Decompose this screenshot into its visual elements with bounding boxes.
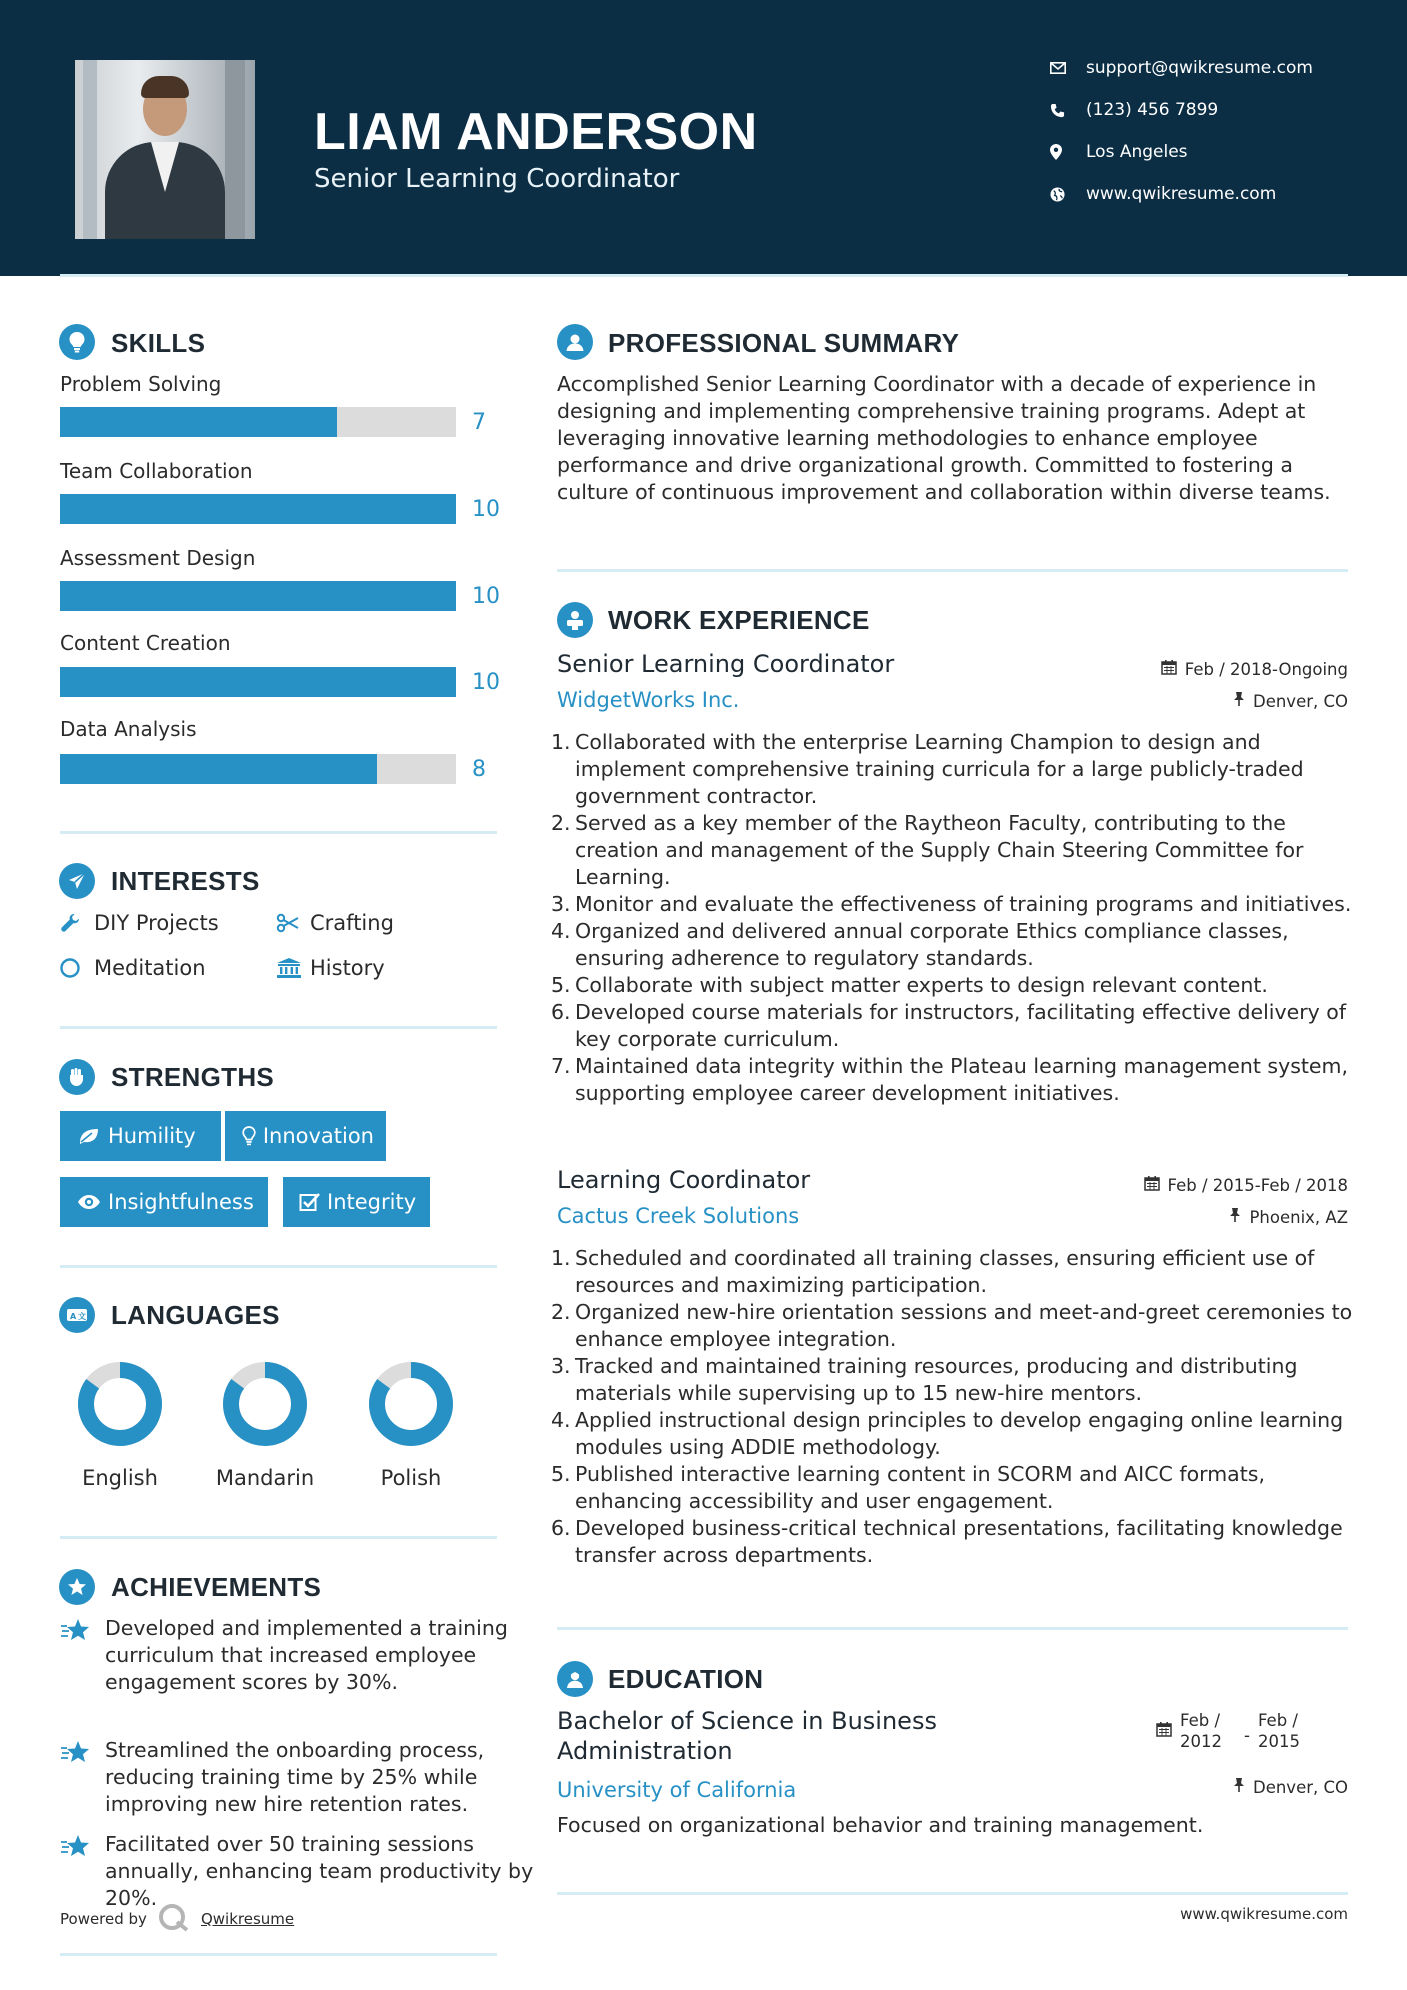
powered-by (60, 1902, 294, 1936)
section-divider (60, 1953, 497, 1956)
eye-icon (70, 1194, 108, 1210)
contact-website-text: www.qwikresume.com (1086, 184, 1277, 204)
list-item: 4. Organized and delivered annual corporate Ethics compliance classes, ensuring adherence to regulatory standards. (551, 919, 1289, 970)
languages-title: LANGUAGES (111, 1300, 280, 1330)
section-divider (557, 569, 1348, 572)
contact-location (1050, 142, 1188, 162)
achievements-title: ACHIEVEMENTS (111, 1572, 322, 1602)
briefcase-user-icon (557, 602, 593, 638)
list-item: 6. Developed course materials for instructors, facilitating effective delivery of key corporate curriculum. (551, 1000, 1347, 1051)
skill-bar (60, 667, 456, 697)
school-name: University of California (557, 1778, 797, 1802)
skill-bar-fill (60, 667, 456, 697)
calendar-icon (1156, 1721, 1172, 1742)
job-dates (1161, 659, 1348, 679)
list-item: 5. Published interactive learning content in SCORM and AICC formats, enhancing accessibility and user engagement. (551, 1462, 1265, 1513)
education-location (1233, 1777, 1348, 1797)
skill-bar-fill (60, 754, 377, 784)
header-divider (60, 274, 1348, 277)
skill-name: Content Creation (60, 631, 231, 655)
interest-item (276, 911, 394, 935)
interest-label: Meditation (94, 956, 206, 980)
job-dates-text: Feb / 2018-Ongoing (1184, 659, 1348, 679)
strength-label: Integrity (327, 1190, 417, 1214)
footer-website[interactable]: www.qwikresume.com (1180, 1905, 1348, 1923)
fist-icon (59, 1059, 95, 1095)
language-name: English (82, 1466, 158, 1490)
education-title: EDUCATION (608, 1664, 764, 1694)
job-responsibilities (551, 729, 1355, 1107)
skill-value: 8 (472, 757, 486, 782)
star-icon (60, 1617, 92, 1649)
resume-header (0, 0, 1407, 276)
lightbulb-icon (59, 324, 95, 360)
strength-chip (60, 1111, 221, 1161)
calendar-icon (1161, 659, 1177, 679)
graduate-icon (557, 1661, 593, 1697)
skill-value: 10 (472, 497, 500, 522)
skill-name: Assessment Design (60, 546, 256, 570)
section-divider (60, 1026, 497, 1029)
language-name: Polish (380, 1466, 442, 1490)
skill-name: Problem Solving (60, 372, 222, 396)
user-icon (557, 324, 593, 360)
language-proficiency-ring (222, 1361, 308, 1447)
list-item: 6. Developed business-critical technical presentations, facilitating knowledge transfer across departments. (551, 1516, 1343, 1567)
language-icon (59, 1297, 95, 1333)
profile-photo (75, 60, 255, 239)
section-divider (60, 831, 497, 834)
circle-icon (60, 957, 94, 979)
skill-value: 10 (472, 584, 500, 609)
section-divider (60, 1536, 497, 1539)
interest-item (60, 956, 206, 980)
skill-bar (60, 581, 456, 611)
list-item: 1. Collaborated with the enterprise Learning Champion to design and implement comprehensive training curricula for a large publicly-traded government contractor. (551, 730, 1304, 808)
summary-text: Accomplished Senior Learning Coordinator with a decade of experience in designing and implementing comprehensive training programs. Adept at leveraging innovative learning methodologies to enhance employee performance and drive organizational growth. Committed to fostering a culture of continuous improvement and collaboration within diverse teams. (557, 372, 1331, 504)
edu-date-separator: - (1244, 1726, 1250, 1745)
interest-item (276, 956, 385, 980)
powered-by-label: Powered by (60, 1910, 147, 1928)
job-title: Learning Coordinator (557, 1166, 811, 1194)
strength-chip (225, 1111, 386, 1161)
skill-bar (60, 494, 456, 524)
wrench-icon (60, 912, 94, 934)
svg-text:A: A (70, 1312, 77, 1321)
edu-date-end-2: 2015 (1257, 1732, 1300, 1751)
contact-phone[interactable] (1050, 100, 1218, 120)
section-divider (557, 1627, 1348, 1630)
company-name: Cactus Creek Solutions (557, 1204, 800, 1228)
edu-date-end-1: Feb / (1257, 1711, 1298, 1730)
strength-label: Humility (108, 1124, 196, 1148)
skill-bar-fill (60, 407, 337, 437)
skill-bar (60, 754, 456, 784)
job-location-text: Phoenix, AZ (1249, 1207, 1348, 1227)
education-dates (1156, 1710, 1308, 1752)
contact-email[interactable] (1050, 58, 1313, 78)
scissors-icon (276, 913, 310, 933)
education-note: Focused on organizational behavior and training management. (557, 1813, 1204, 1837)
qwikresume-link[interactable]: Qwikresume (200, 1910, 295, 1928)
checkbox-icon (293, 1192, 327, 1212)
star-icon (60, 1739, 92, 1771)
skill-value: 10 (472, 670, 500, 695)
globe-icon (1050, 187, 1086, 202)
strength-chip (283, 1177, 430, 1227)
svg-text:文: 文 (78, 1312, 86, 1321)
job-title: Senior Learning Coordinator (557, 650, 895, 678)
lightbulb-icon (235, 1126, 263, 1146)
leaf-icon (70, 1127, 108, 1145)
strength-chip (60, 1177, 268, 1227)
list-item: 3. Monitor and evaluate the effectiveness of training programs and initiatives. (551, 892, 1352, 916)
list-item: 4. Applied instructional design principles to develop engaging online learning modules using ADDIE methodology. (551, 1408, 1344, 1459)
pushpin-icon (1233, 1777, 1245, 1797)
skill-bar-fill (60, 581, 456, 611)
strength-label: Innovation (262, 1124, 374, 1148)
skills-title: SKILLS (111, 328, 206, 358)
interests-title: INTERESTS (111, 866, 260, 896)
calendar-icon (1144, 1175, 1160, 1195)
section-divider (557, 1892, 1348, 1895)
list-item: 1. Scheduled and coordinated all training classes, ensuring efficient use of resources and maximizing participation. (551, 1246, 1315, 1297)
job-dates (1144, 1175, 1348, 1195)
degree-line-2: Administration (557, 1737, 733, 1765)
job-location (1233, 691, 1348, 711)
skill-name: Data Analysis (60, 717, 197, 741)
envelope-icon (1050, 62, 1086, 74)
job-location-text: Denver, CO (1252, 691, 1348, 711)
section-divider (60, 1265, 497, 1268)
list-item: 2. Served as a key member of the Raytheon Faculty, contributing to the creation and management of the Supply Chain Steering Committee for Learning. (551, 811, 1304, 889)
list-item: 2. Organized new-hire orientation sessions and meet-and-greet ceremonies to enhance employee integration. (551, 1300, 1353, 1351)
work-title: WORK EXPERIENCE (608, 605, 870, 635)
contact-phone-text: (123) 456 7899 (1086, 100, 1219, 120)
language-name: Mandarin (215, 1466, 315, 1490)
achievement-text: Facilitated over 50 training sessions annually, enhancing team productivity by 20%. (105, 1832, 534, 1910)
list-item: 5. Collaborate with subject matter experts to design relevant content. (551, 973, 1268, 997)
skill-bar-fill (60, 494, 456, 524)
language-proficiency-ring (77, 1361, 163, 1447)
skill-name: Team Collaboration (60, 459, 253, 483)
star-badge-icon (59, 1569, 95, 1605)
skill-bar (60, 407, 456, 437)
achievement-text: Streamlined the onboarding process, reducing training time by 25% while improving new hire retention rates. (105, 1738, 485, 1816)
qwikresume-logo-icon (157, 1902, 191, 1936)
summary-title: PROFESSIONAL SUMMARY (608, 328, 960, 358)
contact-location-text: Los Angeles (1086, 142, 1188, 162)
pushpin-icon (1229, 1207, 1241, 1227)
interest-label: DIY Projects (94, 911, 219, 935)
paper-plane-icon (59, 863, 95, 899)
education-location-text: Denver, CO (1252, 1777, 1348, 1797)
contact-website[interactable] (1050, 184, 1276, 204)
company-name: WidgetWorks Inc. (557, 688, 740, 712)
list-item: 3. Tracked and maintained training resources, producing and distributing materials while supervising up to 15 new-hire mentors. (551, 1354, 1298, 1405)
candidate-name: LIAM ANDERSON (314, 103, 758, 161)
achievement-text: Developed and implemented a training curriculum that increased employee engagement scores by 30%. (105, 1616, 508, 1694)
candidate-role: Senior Learning Coordinator (314, 164, 680, 194)
interest-label: Crafting (310, 911, 394, 935)
museum-icon (276, 957, 310, 979)
interest-label: History (310, 956, 385, 980)
job-location (1229, 1207, 1348, 1227)
interest-item (60, 911, 219, 935)
job-responsibilities (551, 1245, 1355, 1569)
edu-date-start-2: 2012 (1180, 1732, 1222, 1751)
strengths-title: STRENGTHS (111, 1062, 275, 1092)
edu-date-start-1: Feb / (1180, 1711, 1221, 1730)
star-icon (60, 1833, 92, 1865)
skill-value: 7 (472, 410, 486, 435)
job-dates-text: Feb / 2015-Feb / 2018 (1167, 1175, 1348, 1195)
pushpin-icon (1233, 691, 1245, 711)
contact-email-text: support@qwikresume.com (1086, 58, 1313, 78)
location-pin-icon (1050, 144, 1086, 160)
degree-line-1: Bachelor of Science in Business (557, 1707, 937, 1735)
language-proficiency-ring (368, 1361, 454, 1447)
strength-label: Insightfulness (108, 1190, 254, 1214)
list-item: 7. Maintained data integrity within the Plateau learning management system, supporting employee career development initiatives. (551, 1054, 1349, 1105)
phone-icon (1050, 103, 1086, 118)
